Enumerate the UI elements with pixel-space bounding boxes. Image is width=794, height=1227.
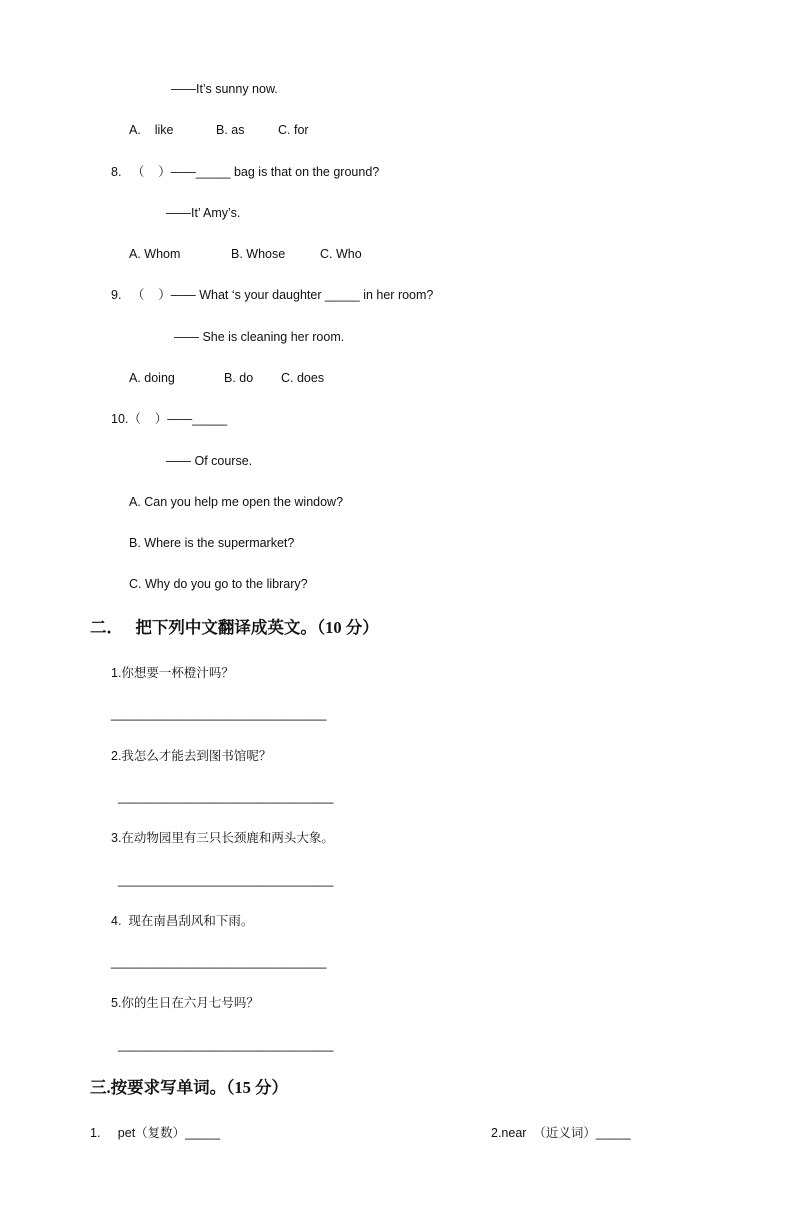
q10-question: 10.（ ）——_____ [111, 412, 228, 426]
word-item-1: 1. pet（复数）_____ [90, 1126, 220, 1140]
q8-option-c: C. Who [320, 247, 362, 261]
q10-option-a: A. Can you help me open the window? [129, 495, 344, 509]
q8-option-a: A. Whom [129, 247, 181, 261]
translate-prompt-2: 2.我怎么才能去到图书馆呢？ [111, 749, 272, 763]
answer-blank-5: _______________________________ [118, 1038, 334, 1052]
q9-option-a: A. doing [129, 371, 175, 385]
answer-blank-2: _______________________________ [118, 790, 334, 804]
q10-answer: —— Of course. [166, 454, 253, 468]
section2-heading: 二． 把下列中文翻译成英文。（10 分） [90, 618, 379, 637]
q8-option-b: B. Whose [231, 247, 286, 261]
translate-prompt-5: 5.你的生日在六月七号吗？ [111, 996, 259, 1010]
q9-option-c: C. does [281, 371, 325, 385]
q7-option-c: C. for [278, 123, 309, 137]
q10-option-c: C. Why do you go to the library? [129, 577, 308, 591]
section3-heading: 三.按要求写单词。（15 分） [90, 1078, 288, 1097]
translate-prompt-1: 1.你想要一杯橙汁吗？ [111, 666, 234, 680]
word-item-2: 2.near （近义词）_____ [491, 1126, 631, 1140]
q7-option-b: B. as [216, 123, 245, 137]
q8-question: 8. （ ）——_____ bag is that on the ground? [111, 165, 380, 179]
q9-answer: —— She is cleaning her room. [174, 330, 345, 344]
q10-option-b: B. Where is the supermarket? [129, 536, 295, 550]
q8-answer: ——It’ Amy’s. [166, 206, 241, 220]
answer-blank-4: _______________________________ [111, 955, 327, 969]
q9-option-b: B. do [224, 371, 254, 385]
q7-answer: ——It’s sunny now. [171, 82, 278, 96]
q7-option-a: A. like [129, 123, 174, 137]
translate-prompt-4: 4. 现在南昌刮风和下雨。 [111, 914, 254, 928]
q9-question: 9. （ ）—— What ‘s your daughter _____ in her room? [111, 288, 434, 302]
answer-blank-3: _______________________________ [118, 873, 334, 887]
answer-blank-1: _______________________________ [111, 707, 327, 721]
translate-prompt-3: 3.在动物园里有三只长颈鹿和两头大象。 [111, 831, 334, 845]
